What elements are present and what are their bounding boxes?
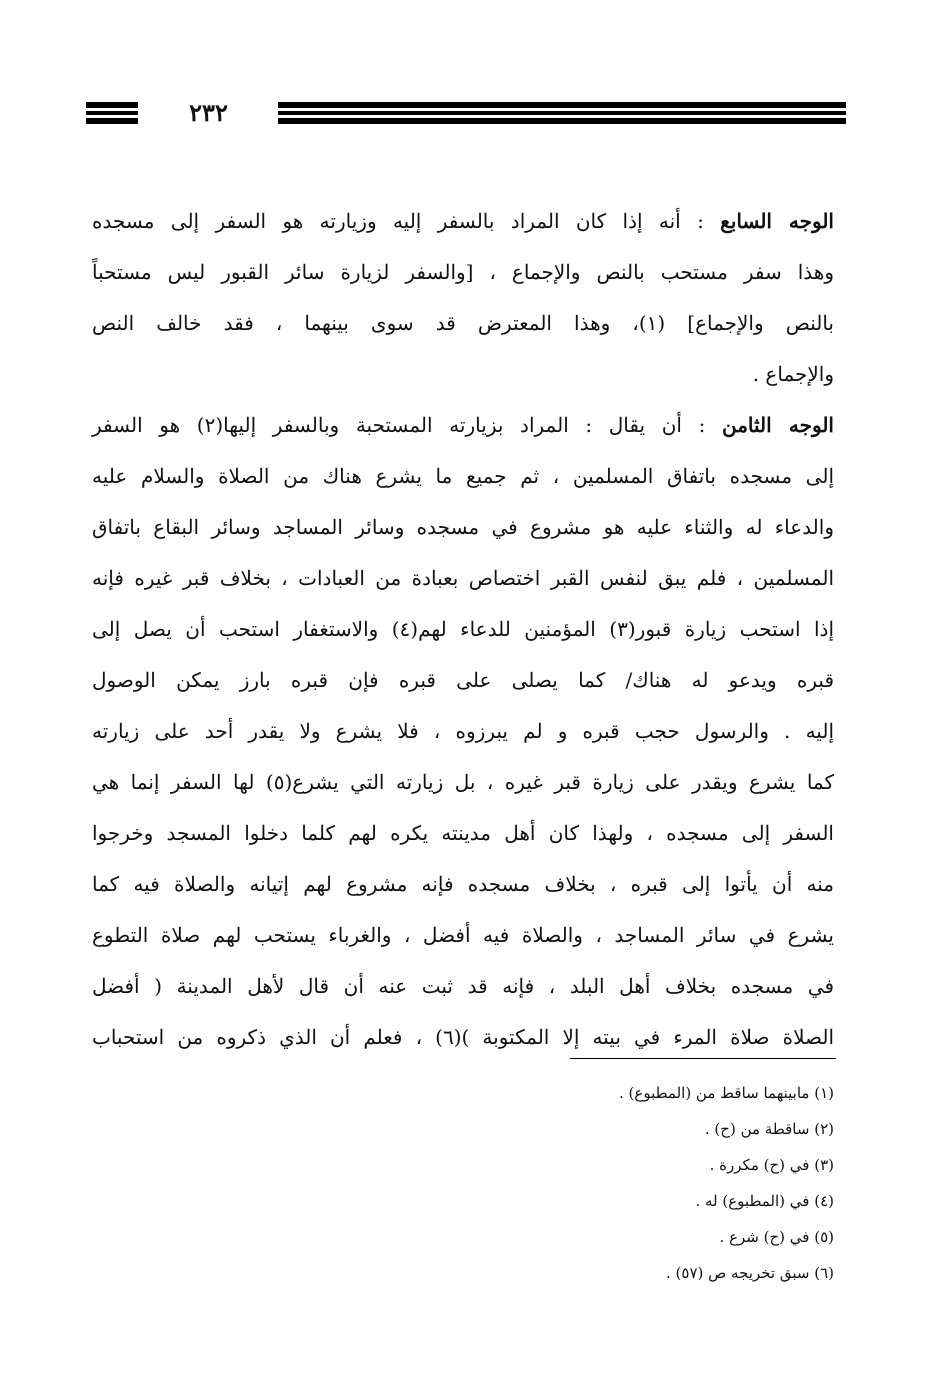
footnote: (٦) سبق تخريجه ص (٥٧) . — [666, 1264, 834, 1282]
text-line: إذا استحب زيارة قبور(٣) المؤمنين للدعاء لهم(٤) والاستغفار استحب أن يصل إلى — [92, 617, 834, 641]
text-line: الصلاة صلاة المرء في بيته إلا المكتوبة )(٦) ، فعلم أن الذي ذكروه من استحباب — [92, 1025, 835, 1049]
text-line: يشرع في سائر المساجد ، والصلاة فيه أفضل ، والغرباء يستحب لهم صلاة التطوع — [92, 923, 834, 947]
text-line: في مسجده بخلاف أهل البلد ، فإنه قد ثبت عنه أن قال لأهل المدينة ( أفضل — [92, 974, 834, 998]
footnote-separator — [570, 1058, 836, 1059]
footnote: (٢) ساقطة من (ح) . — [704, 1120, 834, 1138]
text-line: كما يشرع ويقدر على زيارة قبر غيره ، بل زيارته التي يشرع(٥) لها السفر إنما هي — [92, 770, 834, 794]
text-line: قبره ويدعو له هناك/ كما يصلى على قبره فإن قبره بارز يمكن الوصول — [92, 668, 834, 692]
footnotes — [334, 1075, 834, 1291]
footnote: (١) مابينهما ساقط من (المطبوع) . — [618, 1084, 834, 1102]
header-rule-right — [278, 102, 846, 127]
page-header — [86, 100, 846, 126]
text-line: بالنص والإجماع] (١)، وهذا المعترض قد سوى بينهما ، فقد خالف النص — [92, 311, 834, 335]
text-line: المسلمين ، فلم يبق لنفس القبر اختصاص بعبادة من العبادات ، بخلاف قبر غيره فإنه — [92, 566, 834, 590]
page-number: ٢٣٢ — [189, 98, 228, 127]
text-line: وهذا سفر مستحب بالنص والإجماع ، [والسفر لزيارة سائر القبور ليس مستحباً — [92, 260, 834, 284]
main-text — [92, 196, 834, 1063]
section-heading: الوجه السابع — [720, 209, 834, 233]
section-heading: الوجه الثامن — [721, 413, 834, 437]
text-line: منه أن يأتوا إلى قبره ، بخلاف مسجده فإنه مشروع لهم إتيانه والصلاة فيه كما — [92, 872, 834, 896]
footnote: (٤) في (المطبوع) له . — [695, 1192, 834, 1210]
text-line: الوجه السابع : أنه إذا كان المراد بالسفر إليه وزيارته هو السفر إلى مسجده — [92, 209, 834, 233]
footnote: (٥) في (ح) شرع . — [719, 1228, 834, 1246]
text-line: الوجه الثامن : أن يقال : المراد بزيارته المستحبة وبالسفر إليها(٢) هو السفر — [92, 413, 834, 437]
text-line: إليه . والرسول حجب قبره و لم يبرزوه ، فلا يشرع ولا يقدر أحد على زيارته — [92, 719, 834, 743]
header-rule-left — [86, 102, 138, 127]
text-line: إلى مسجده باتفاق المسلمين ، ثم جميع ما يشرع هناك من الصلاة والسلام عليه — [92, 464, 834, 488]
text-line: السفر إلى مسجده ، ولهذا كان أهل مدينته يكره لهم كلما دخلوا المسجد وخرجوا — [92, 821, 834, 845]
text-line: والإجماع . — [752, 362, 834, 386]
text-line: والدعاء له والثناء عليه هو مشروع في مسجده وسائر المساجد وسائر البقاع باتفاق — [92, 515, 834, 539]
footnote: (٣) في (ح) مكررة . — [709, 1156, 834, 1174]
